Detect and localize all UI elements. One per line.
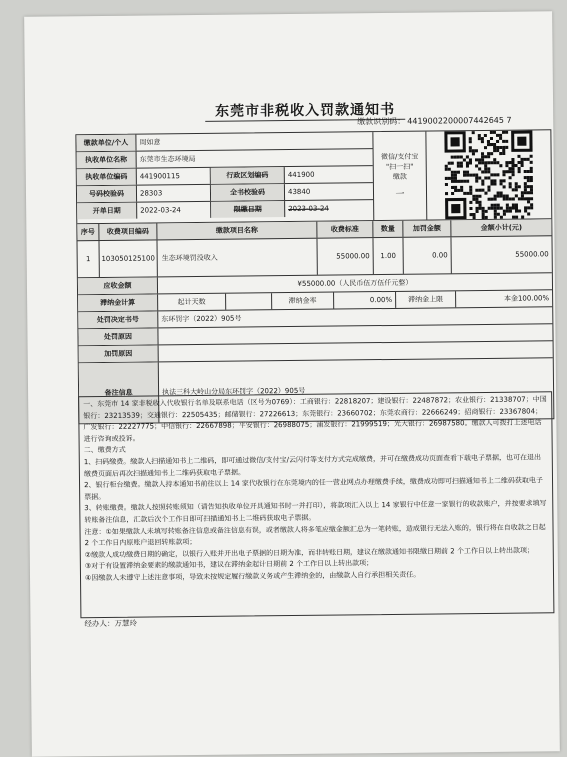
note-caution-2: ②缴款人成功缴费日期的确定，以银行入账并开出电子票据的日期为准，而非转账日期，建议在缴款通知书限缴日期前 2 个工作日以上转出款项；	[84, 546, 534, 559]
notice-form	[75, 129, 554, 424]
notice-paper	[24, 11, 560, 756]
header-name: 缴款项目名称	[157, 222, 317, 240]
header-standard: 收费标准	[317, 221, 373, 238]
header-no: 序号	[77, 224, 99, 240]
payment-qr-area	[373, 130, 551, 220]
note-counter-pay: 2、银行柜台缴费。缴款人持本通知书前往以上 14 家代收银行在东莞境内的任一营业网点办理缴费手续，缴费成功即可扫描通知书上二维码获取电子票据。	[84, 476, 543, 501]
full-check-label: 全书校验码	[211, 184, 285, 201]
item-qty: 1.00	[373, 238, 403, 274]
late-fee-limit-value: 本金100.00%	[503, 294, 550, 303]
check-code-label: 号码校验码	[77, 186, 137, 203]
handler-value: 万慧玲	[114, 618, 138, 628]
header-code: 收费项目编码	[99, 223, 157, 240]
deadline-label: 限缴日期	[211, 201, 285, 218]
payer-label: 缴款单位/个人	[76, 135, 136, 152]
due-value: ¥55000.00（人民币伍万伍仟元整）	[297, 278, 413, 288]
late-fee-label: 滞纳金计算	[78, 294, 158, 311]
scan-pay-label	[373, 132, 427, 221]
region-code-value: 441900	[287, 170, 315, 180]
late-fee-start-label: 起计天数	[158, 294, 226, 311]
qr-code[interactable]	[426, 130, 551, 219]
late-fee-limit-label: 滞纳金上限	[396, 291, 456, 308]
scan-pay-line3: 缴款	[392, 172, 407, 181]
notice-number-value: 4419002200007442645 7	[407, 115, 512, 126]
payer-info-area	[76, 130, 551, 224]
penalty-reason-label: 处罚原因	[78, 328, 158, 345]
collector-label: 执收单位名称	[77, 152, 137, 169]
header-qty: 数量	[373, 221, 403, 237]
note-caution-1: 注意：①如果缴款人未填写转账备注信息或备注信息有误，或者缴款人将多笔应缴金额汇总为一笔转账，造成银行无法入账的，银行将在自收款之日起 2 个工作日内原账户退回转账款项；	[84, 522, 546, 548]
item-code: 103050125100	[99, 240, 157, 277]
note-transfer-pay: 3、转账缴费。缴款人按照转账须知（请告知执收单位开具通知书时一并打印），将款项汇入以上 14 家银行中任意一家银行的收款账户，并按要求填写转账备注信息，汇款后次个工作日即可扫描通知书上二维码获取电子票据。	[84, 499, 547, 525]
table-row	[77, 236, 551, 278]
deadline-value: 2023-03-24	[288, 204, 329, 214]
late-fee-rate-label: 滞纳金率	[272, 293, 334, 310]
payer-info-table	[76, 132, 374, 223]
notice-number-label: 缴款识别码：	[357, 116, 406, 127]
late-fee-start-value	[226, 293, 272, 309]
item-standard: 55000.00	[317, 238, 373, 275]
collector-code-label: 执收单位编码	[77, 169, 137, 186]
note-methods-heading: 二、缴费方式	[83, 446, 126, 455]
page-title: 东莞市非税收入罚款通知书	[205, 99, 405, 122]
header-subtotal: 金额小计(元)	[480, 223, 523, 233]
scan-pay-dash: 一	[395, 189, 405, 200]
issue-date-value: 2022-03-24	[137, 202, 211, 219]
handler-label: 经办人：	[84, 618, 115, 629]
notice-number	[355, 115, 511, 128]
check-code-value: 28303	[137, 185, 211, 202]
note-caution-3: ③对于有设置滞纳金要素的缴款通知书，建议在滞纳金起计日期前 2 个工作日以上转出款项；	[84, 559, 374, 571]
header-surcharge: 加罚金额	[403, 220, 451, 237]
note-scan-pay: 1、扫码缴费。缴款人扫描通知书上二维码，即可通过微信/支付宝/云闪付等支付方式完成缴费，并可在缴费成功页面查看下载电子票据，也可在退出缴费页面后再次扫描通知书上二维码获取电子票据。	[83, 453, 541, 478]
collector-value: 东莞市生态环境局	[139, 154, 196, 164]
remark-label: 备注信息	[79, 362, 160, 423]
scan-pay-line1: 微信/支付宝	[380, 152, 419, 162]
payer-value: 周如意	[139, 138, 161, 147]
item-name: 生态环境罚没收入	[157, 239, 317, 277]
due-label: 应收金额	[78, 277, 158, 294]
note-caution-4: ④因缴款人未遵守上述注意事项，导致未按规定履行缴款义务或产生滞纳金的，由缴款人自行承担相关责任。	[84, 570, 421, 583]
item-no: 1	[77, 241, 99, 277]
remark-value: 执法三科大岭山分局东环罚字（2022）905号	[162, 386, 306, 397]
handler	[84, 618, 137, 630]
penalty-no-label: 处罚决定书号	[78, 311, 158, 328]
qr-code-icon	[441, 130, 536, 219]
late-fee-rate-value: 0.00%	[334, 292, 396, 309]
collector-code-value: 441900115	[137, 168, 211, 185]
region-code-label: 行政区划编码	[211, 167, 285, 184]
item-subtotal: 55000.00	[515, 250, 549, 259]
scan-pay-line2: "扫一扫"	[385, 162, 414, 172]
full-check-value: 43840	[287, 187, 311, 197]
issue-date-label: 开单日期	[77, 203, 137, 220]
date-row	[77, 200, 373, 219]
surcharge-reason-label: 加罚原因	[79, 345, 159, 362]
payment-instructions	[78, 391, 554, 618]
penalty-no-value: 东环罚字（2022）905号	[161, 314, 242, 324]
item-surcharge: 0.00	[403, 237, 451, 274]
note-banks: 一、东莞市 14 家非税收入代收银行名单及联系电话（区号为0769）：工商银行：22818207；建设银行：22487872；农业银行：21338707；中国银行：23213539；交通银行：22505435；邮储银行：27226613；东莞银行：23660702；东莞农商行：22666249；招商银行：23367804；广发银行：22227775；中信银行：22667898；平安银行：26988075；浦发银行：21999519；光大银行：26987580。缴款人可拨打上述电话进行咨询或投诉。	[83, 395, 547, 443]
